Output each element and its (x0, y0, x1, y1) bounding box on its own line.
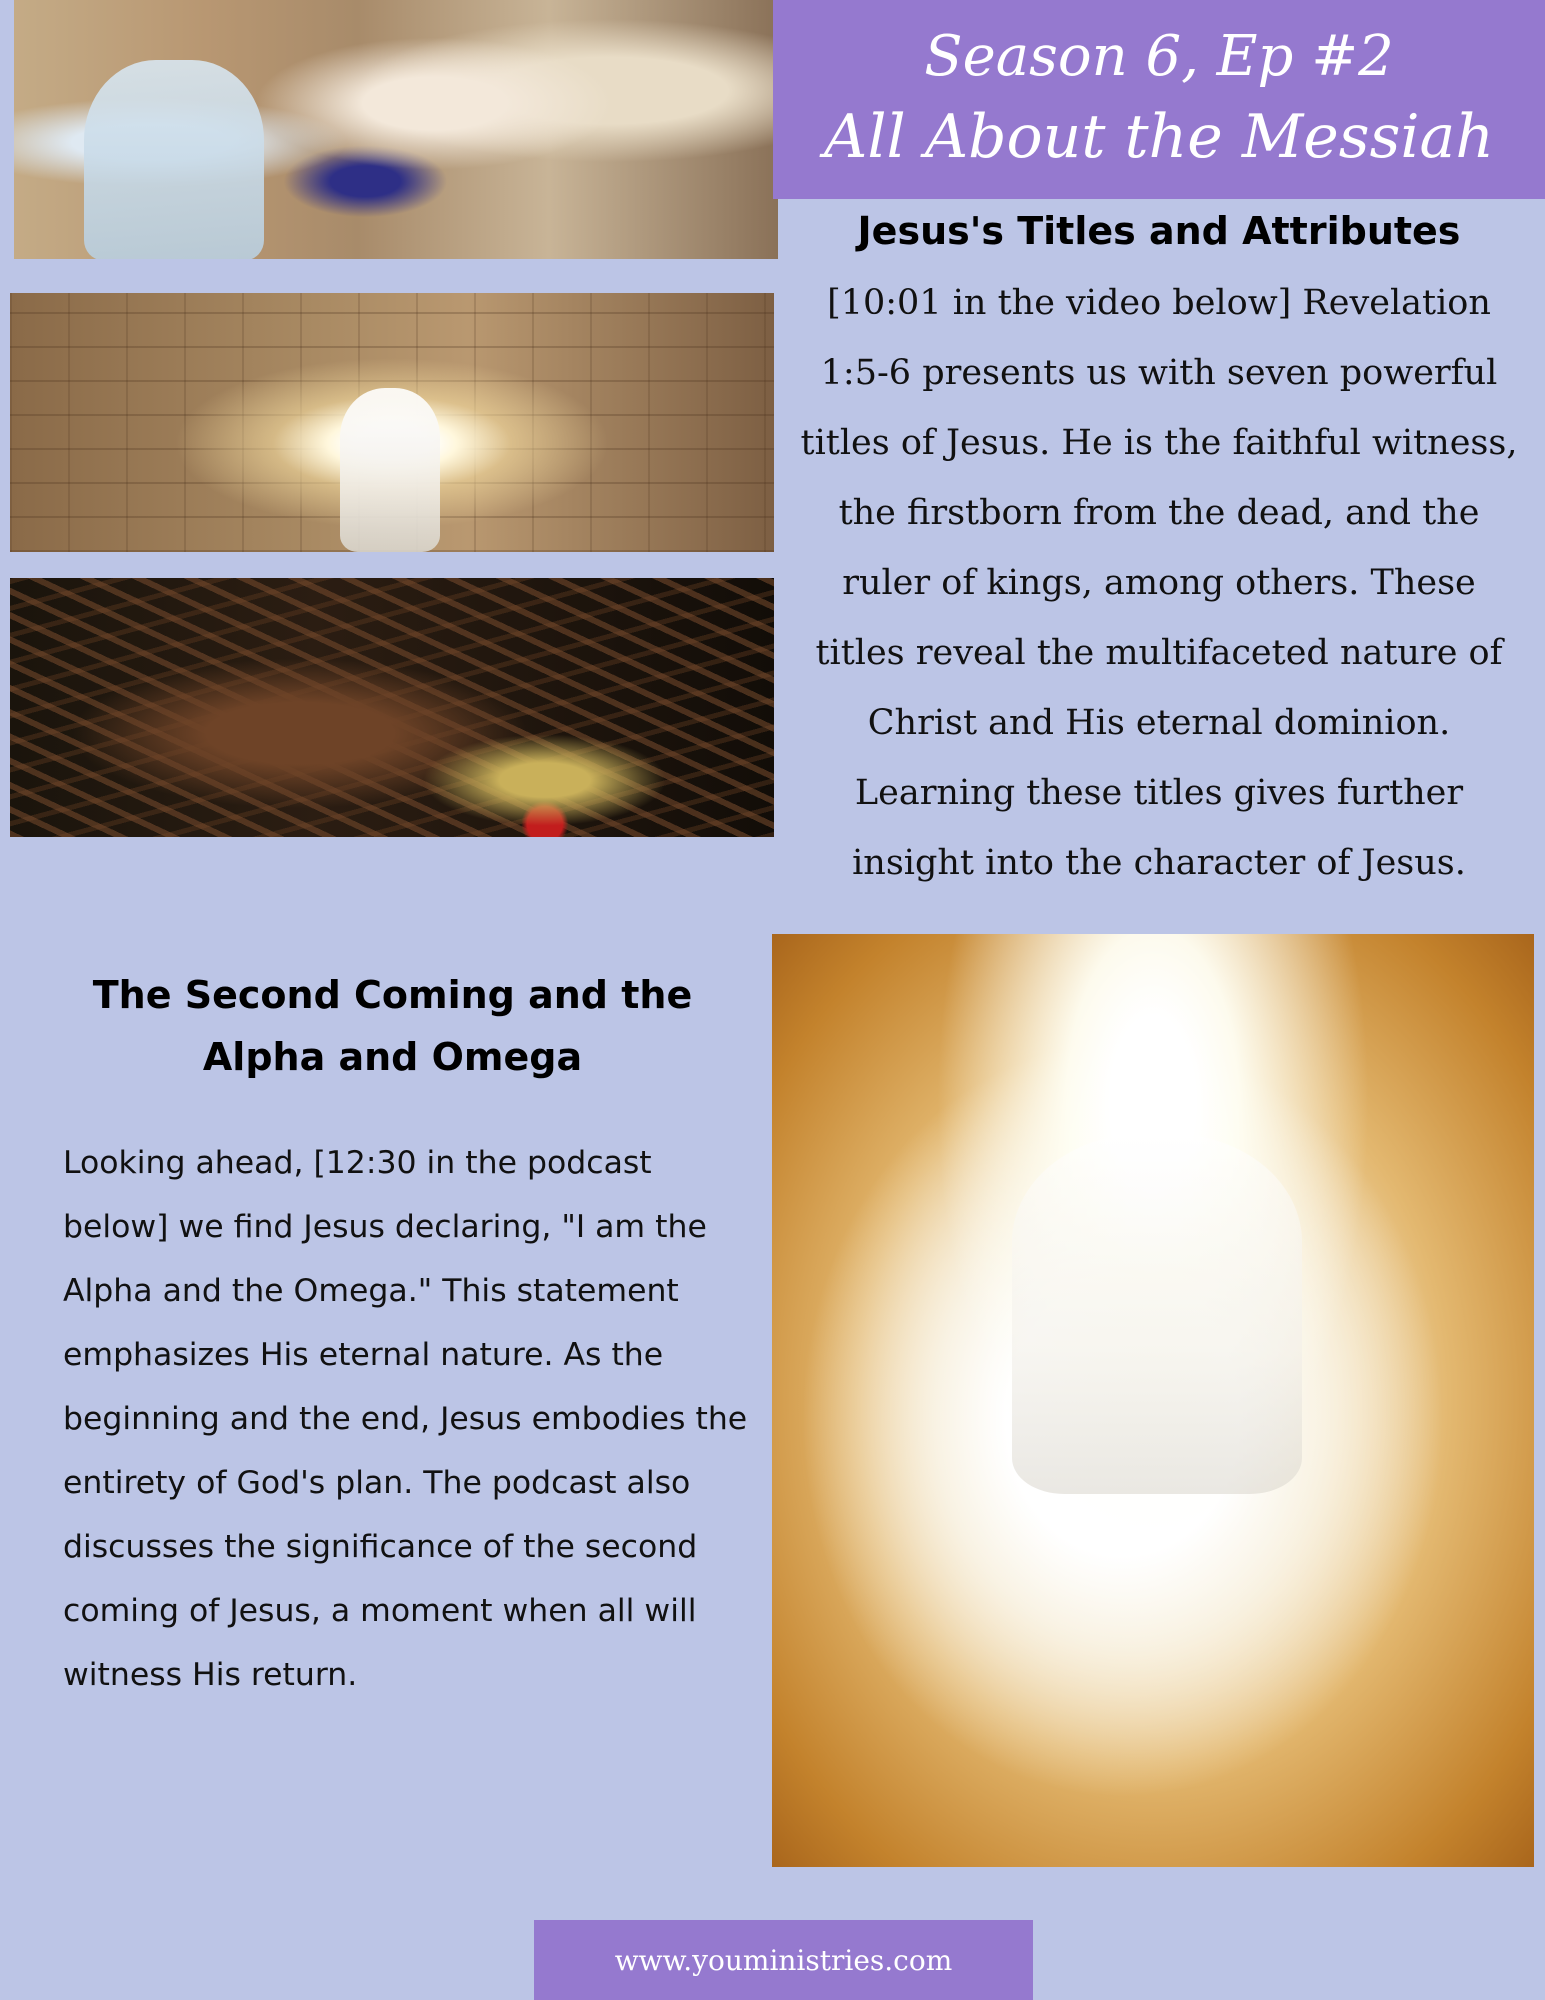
page-title: All About the Messiah (824, 101, 1494, 172)
title-banner (773, 0, 1545, 199)
section-heading-titles: Jesus's Titles and Attributes (857, 209, 1461, 253)
figure-shape (340, 388, 440, 552)
image-figure-in-clouds (772, 934, 1534, 1867)
section-body-second-coming: Looking ahead, [12:30 in the podcast below] we find Jesus declaring, "I am the Alpha and the Omega." This statement emphasizes His eternal nature. As the beginning and the end, Jesus embodies the entirety of God's plan. The podcast also discusses the significance of the second coming of Jesus, a moment when all will witness His return. (63, 1145, 748, 1693)
image-children-scene (14, 0, 778, 259)
footer-url-bar[interactable] (534, 1920, 1033, 2000)
footer-url-link[interactable]: www.youministries.com (614, 1943, 953, 1977)
image-figure-in-arch (10, 293, 774, 552)
section-heading-second-coming: The Second Coming and the Alpha and Omega (92, 973, 693, 1079)
image-crown-of-thorns (10, 578, 774, 837)
episode-label: Season 6, Ep #2 (924, 23, 1394, 89)
figure-shape (1012, 1134, 1302, 1494)
section-body-titles: [10:01 in the video below] Revelation 1:5-6 presents us with seven powerful titles of Jesus. He is the faithful witness, the firstborn from the dead, and the ruler of kings, among others. These titles reveal the multifaceted nature of Christ and His eternal dominion. Learning these titles gives further insight into the character of Jesus. (800, 283, 1518, 883)
figure-shape (84, 60, 264, 259)
